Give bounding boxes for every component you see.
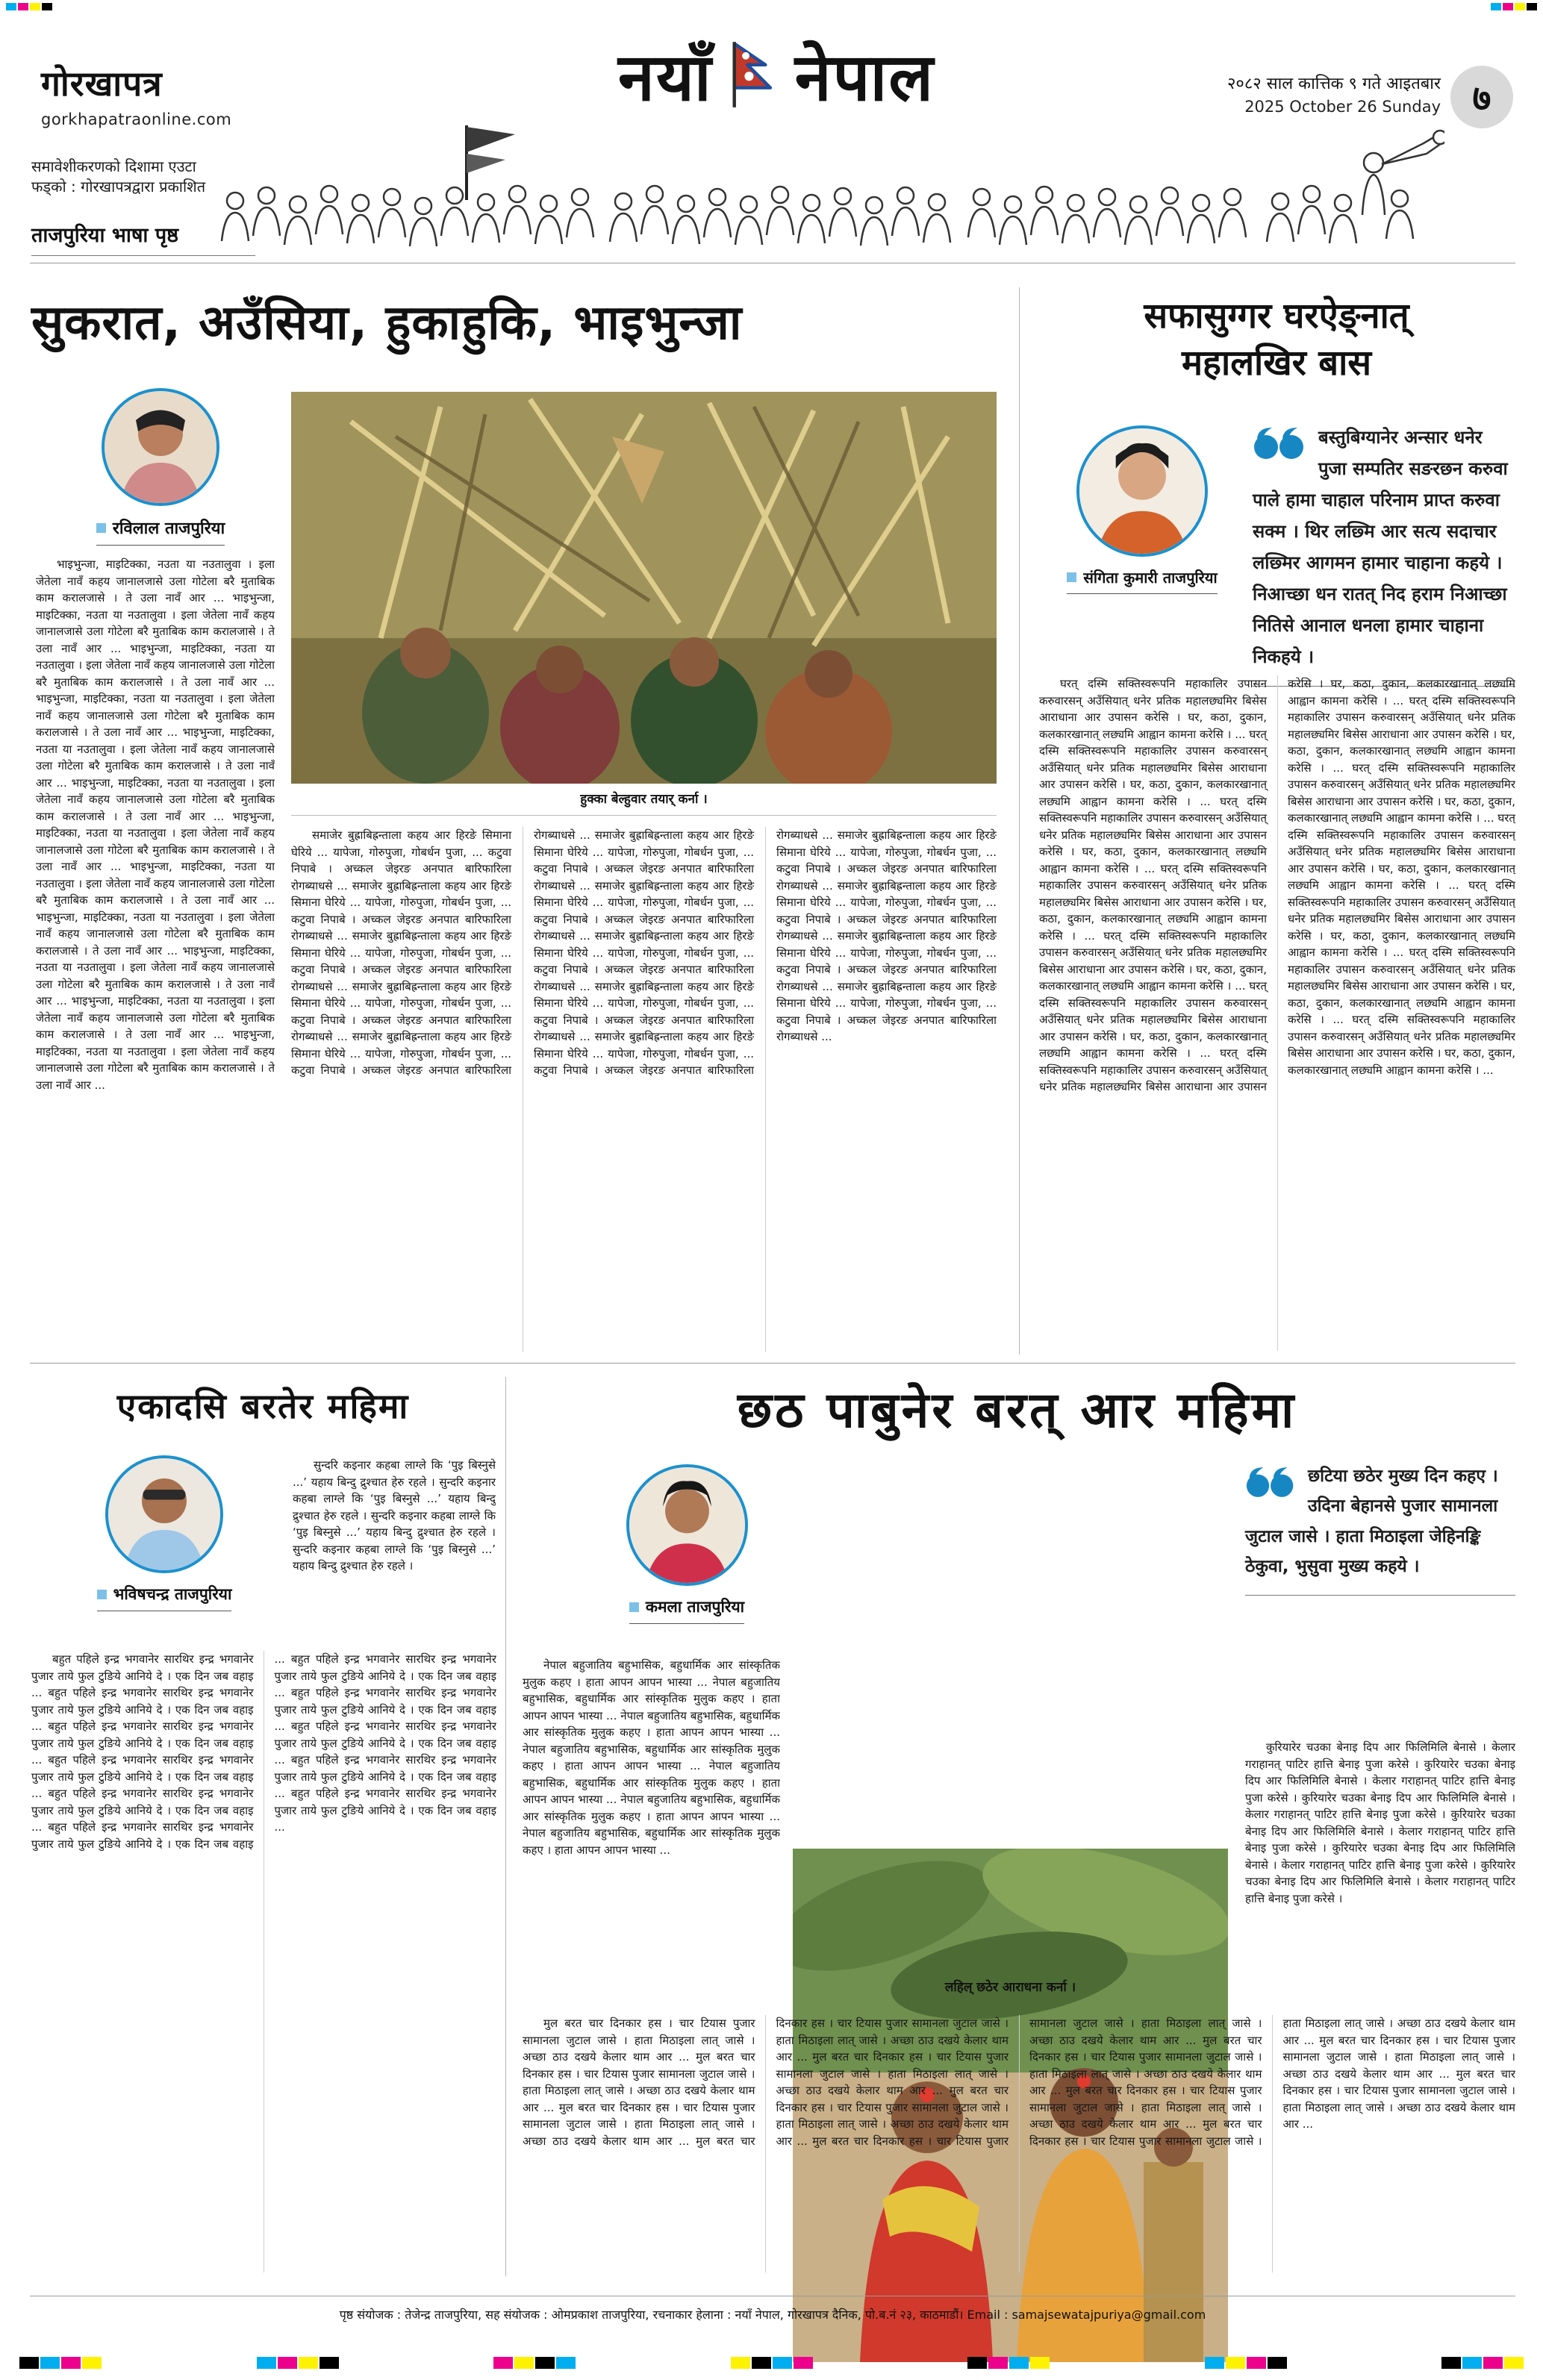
page-number-badge: ७	[1450, 66, 1513, 128]
chhath-photo-caption: लहिल् छठेर आराधना कर्ना ।	[944, 1980, 1076, 1995]
divider-ekadasi-chhath	[505, 1377, 506, 2276]
footer-credits: पृष्ठ संयोजक : तेजेन्द्र ताजपुरिया, सह संयोजक : ओमप्रकाश ताजपुरिया, रचनाकार हेलाना : नयाँ नेपाल, गोरखापत्र दैनिक, पो.ब.नं २३, काठमाडौं। Email : samajsewatajpuriya@gmail.com	[339, 2308, 1206, 2322]
author-avatar	[1076, 425, 1208, 557]
cmyk-group	[1441, 2357, 1524, 2369]
mid-rule	[30, 1363, 1515, 1364]
chhath-bottom-text: मुल बरत चार दिनकार हस । चार टियास पुजार सामानला जुटाल जासे । हाता मिठाइला लात् जासे । अच्छा ठाउ दखये केलार थाम आर ... मुल बरत चार दिनकार हस । चार टियास पुजार सामानला जुटाल जासे । हाता मिठाइला लात् जासे । अच्छा ठाउ दखये केलार थाम आर ... मुल बरत चार दिनकार हस । चार टियास पुजार सामानला जुटाल जासे । हाता मिठाइला लात् जासे । अच्छा ठाउ दखये केलार थाम आर ... मुल बरत चार दिनकार हस । चार टियास पुजार सामानला जुटाल जासे । हाता मिठाइला लात् जासे । अच्छा ठाउ दखये केलार थाम आर ... मुल बरत चार दिनकार हस । चार टियास पुजार सामानला जुटाल जासे । हाता मिठाइला लात् जासे । अच्छा ठाउ दखये केलार थाम आर ... मुल बरत चार दिनकार हस । चार टियास पुजार सामानला जुटाल जासे । हाता मिठाइला लात् जासे । अच्छा ठाउ दखये केलार थाम आर ... मुल बरत चार दिनकार हस । चार टियास पुजार सामानला जुटाल जासे । हाता मिठाइला लात् जासे । अच्छा ठाउ दखये केलार थाम आर ... मुल बरत चार दिनकार हस । चार टियास पुजार सामानला जुटाल जासे । हाता मिठाइला लात् जासे । अच्छा ठाउ दखये केलार थाम आर ... मुल बरत चार दिनकार हस । चार टियास पुजार सामानला जुटाल जासे । हाता मिठाइला लात् जासे । अच्छा ठाउ दखये केलार थाम आर ... मुल बरत चार दिनकार हस । चार टियास पुजार सामानला जुटाल जासे । हाता मिठाइला लात् जासे । अच्छा ठाउ दखये केलार थाम आर ... मुल बरत चार दिनकार हस । चार टियास पुजार सामानला जुटाल जासे । हाता मिठाइला लात् जासे । अच्छा ठाउ दखये केलार थाम आर ... मुल बरत चार दिनकार हस । चार टियास पुजार सामानला जुटाल जासे । हाता मिठाइला लात् जासे । अच्छा ठाउ दखये केलार थाम आर ...	[523, 2017, 1515, 2148]
print-mark-top-right	[1491, 3, 1537, 10]
chhath-left-text: नेपाल बहुजातिय बहुभासिक, बहुधार्मिक आर सांस्कृतिक मुलुक कहए । हाता आपन आपन भास्या ... नेपाल बहुजातिय बहुभासिक, बहुधार्मिक आर सांस्कृतिक मुलुक कहए । हाता आपन आपन भास्या ... नेपाल बहुजातिय बहुभासिक, बहुधार्मिक आर सांस्कृतिक मुलुक कहए । हाता आपन आपन भास्या ... नेपाल बहुजातिय बहुभासिक, बहुधार्मिक आर सांस्कृतिक मुलुक कहए । हाता आपन आपन भास्या ... नेपाल बहुजातिय बहुभासिक, बहुधार्मिक आर सांस्कृतिक मुलुक कहए । हाता आपन आपन भास्या ... नेपाल बहुजातिय बहुभासिक, बहुधार्मिक आर सांस्कृतिक मुलुक कहए । हाता आपन आपन भास्या ... नेपाल बहुजातिय बहुभासिक, बहुधार्मिक आर सांस्कृतिक मुलुक कहए । हाता आपन आपन भास्या ...	[523, 1658, 780, 1857]
right-author-name: संगिता कुमारी ताजपुरिया	[1083, 569, 1218, 587]
main-headline: सुकरात, अउँसिया, हुकाहुकि, भाइभुन्जा	[31, 296, 743, 351]
byline-bullet-icon	[96, 523, 106, 533]
quote-rule	[1245, 1595, 1515, 1596]
cmyk-group	[257, 2357, 339, 2369]
hukka-photo-caption: हुक्का बेल्हुवार तयार् कर्ना ।	[580, 792, 708, 807]
chhath-quote-text: छटिया छठेर मुख्य दिन कहए । उदिना बेहानसे पुजार सामानला जुटाल जासे । हाता मिठाइला जेहिनङ्कि ठेकुवा, भुसुवा मुख्य कहये ।	[1245, 1467, 1498, 1576]
right-author-block	[1049, 425, 1235, 594]
hukka-photo	[291, 392, 997, 784]
ekadasi-side-text: सुन्दरि कइनार कहबा लाग्ले कि ‘पुइ बिस्नुसे ...’ यहाय बिन्दु द्रुश्चात हेरु रहले । सुन्दरि कइनार कहबा लाग्ले कि ‘पुइ बिस्नुसे ...’ यहाय बिन्दु द्रुश्चात हेरु रहले । सुन्दरि कइनार कहबा लाग्ले कि ‘पुइ बिस्नुसे ...’ यहाय बिन्दु द्रुश्चात हेरु रहले । सुन्दरि कइनार कहबा लाग्ले कि ‘पुइ बिस्नुसे ...’ यहाय बिन्दु द्रुश्चात हेरु रहले ।	[293, 1458, 496, 1572]
ekadasi-author-block	[67, 1455, 261, 1611]
ekadasi-headline: एकादसि बरतेर महिमा	[116, 1386, 410, 1426]
right-author-byline	[1067, 567, 1217, 594]
right-pull-quote	[1253, 422, 1515, 687]
issue-date	[1150, 73, 1441, 118]
chhath-author-block	[590, 1464, 784, 1624]
masthead-url: gorkhapatraonline.com	[41, 110, 232, 128]
right-headline-line1: सफासुग्गर घरऐङ्नात्	[1144, 296, 1409, 337]
main-cols-text: समाजेर बुह्राबिह्रन्ताला कहय आर हिरङे सिमाना घेरिये ... यापेजा, गोरुपुजा, गोबर्धन पुजा, ... कटुवा निपाबे । अच्कल जेइरङ अनपात बारिफारिला रोगब्याधसे ... समाजेर बुह्राबिह्रन्ताला कहय आर हिरङे सिमाना घेरिये ... यापेजा, गोरुपुजा, गोबर्धन पुजा, ... कटुवा निपाबे । अच्कल जेइरङ अनपात बारिफारिला रोगब्याधसे ... समाजेर बुह्राबिह्रन्ताला कहय आर हिरङे सिमाना घेरिये ... यापेजा, गोरुपुजा, गोबर्धन पुजा, ... कटुवा निपाबे । अच्कल जेइरङ अनपात बारिफारिला रोगब्याधसे ... समाजेर बुह्राबिह्रन्ताला कहय आर हिरङे सिमाना घेरिये ... यापेजा, गोरुपुजा, गोबर्धन पुजा, ... कटुवा निपाबे । अच्कल जेइरङ अनपात बारिफारिला रोगब्याधसे ... समाजेर बुह्राबिह्रन्ताला कहय आर हिरङे सिमाना घेरिये ... यापेजा, गोरुपुजा, गोबर्धन पुजा, ... कटुवा निपाबे । अच्कल जेइरङ अनपात बारिफारिला रोगब्याधसे ... समाजेर बुह्राबिह्रन्ताला कहय आर हिरङे सिमाना घेरिये ... यापेजा, गोरुपुजा, गोबर्धन पुजा, ... कटुवा निपाबे । अच्कल जेइरङ अनपात बारिफारिला रोगब्याधसे ... समाजेर बुह्राबिह्रन्ताला कहय आर हिरङे सिमाना घेरिये ... यापेजा, गोरुपुजा, गोबर्धन पुजा, ... कटुवा निपाबे । अच्कल जेइरङ अनपात बारिफारिला रोगब्याधसे ... समाजेर बुह्राबिह्रन्ताला कहय आर हिरङे सिमाना घेरिये ... यापेजा, गोरुपुजा, गोबर्धन पुजा, ... कटुवा निपाबे । अच्कल जेइरङ अनपात बारिफारिला रोगब्याधसे ... समाजेर बुह्राबिह्रन्ताला कहय आर हिरङे सिमाना घेरिये ... यापेजा, गोरुपुजा, गोबर्धन पुजा, ... कटुवा निपाबे । अच्कल जेइरङ अनपात बारिफारिला रोगब्याधसे ... समाजेर बुह्राबिह्रन्ताला कहय आर हिरङे सिमाना घेरिये ... यापेजा, गोरुपुजा, गोबर्धन पुजा, ... कटुवा निपाबे । अच्कल जेइरङ अनपात बारिफारिला रोगब्याधसे ... समाजेर बुह्राबिह्रन्ताला कहय आर हिरङे सिमाना घेरिये ... यापेजा, गोरुपुजा, गोबर्धन पुजा, ... कटुवा निपाबे । अच्कल जेइरङ अनपात बारिफारिला रोगब्याधसे ... समाजेर बुह्राबिह्रन्ताला कहय आर हिरङे सिमाना घेरिये ... यापेजा, गोरुपुजा, गोबर्धन पुजा, ... कटुवा निपाबे । अच्कल जेइरङ अनपात बारिफारिला रोगब्याधसे ... समाजेर बुह्राबिह्रन्ताला कहय आर हिरङे सिमाना घेरिये ... यापेजा, गोरुपुजा, गोबर्धन पुजा, ... कटुवा निपाबे । अच्कल जेइरङ अनपात बारिफारिला रोगब्याधसे ... समाजेर बुह्राबिह्रन्ताला कहय आर हिरङे सिमाना घेरिये ... यापेजा, गोरुपुजा, गोबर्धन पुजा, ... कटुवा निपाबे । अच्कल जेइरङ अनपात बारिफारिला रोगब्याधसे ...	[291, 828, 997, 1077]
right-headline	[1038, 293, 1515, 387]
print-mark-top-left	[6, 3, 52, 10]
paper-title	[523, 30, 1030, 119]
byline-bullet-icon	[97, 1590, 107, 1599]
flag-in-crowd	[467, 125, 515, 200]
tagline-line2: फड्को : गोरखापत्रद्वारा प्रकाशित	[31, 178, 206, 196]
right-quote-text: बस्तुबिग्यानेर अन्सार धनेर पुजा सम्पतिर सङरछन करुवा पाले हामा चाहाल परिनाम प्राप्त करुवा सक्म । थिर लछ्मि आर सत्य सदाचार लछ्मिर आगमन हामार चाहाना कहये । निआच्छा धन रातत् निद हराम निआच्छा नितिसे आनाल धनला हामार चाहाना निकहये ।	[1253, 427, 1508, 667]
main-col1-text: भाइभुन्जा, माइटिक्का, नउता या नउतालुवा । इला जेतेला नावँ कहय जानालजासे उला गोटेला बरै मुताबिक काम करालजासे । ते उला नावँ आर ... भाइभुन्जा, माइटिक्का, नउता या नउतालुवा । इला जेतेला नावँ कहय जानालजासे उला गोटेला बरै मुताबिक काम करालजासे । ते उला नावँ आर ... भाइभुन्जा, माइटिक्का, नउता या नउतालुवा । इला जेतेला नावँ कहय जानालजासे उला गोटेला बरै मुताबिक काम करालजासे । ते उला नावँ आर ... भाइभुन्जा, माइटिक्का, नउता या नउतालुवा । इला जेतेला नावँ कहय जानालजासे उला गोटेला बरै मुताबिक काम करालजासे । ते उला नावँ आर ... भाइभुन्जा, माइटिक्का, नउता या नउतालुवा । इला जेतेला नावँ कहय जानालजासे उला गोटेला बरै मुताबिक काम करालजासे । ते उला नावँ आर ... भाइभुन्जा, माइटिक्का, नउता या नउतालुवा । इला जेतेला नावँ कहय जानालजासे उला गोटेला बरै मुताबिक काम करालजासे । ते उला नावँ आर ... भाइभुन्जा, माइटिक्का, नउता या नउतालुवा । इला जेतेला नावँ कहय जानालजासे उला गोटेला बरै मुताबिक काम करालजासे । ते उला नावँ आर ... भाइभुन्जा, माइटिक्का, नउता या नउतालुवा । इला जेतेला नावँ कहय जानालजासे उला गोटेला बरै मुताबिक काम करालजासे । ते उला नावँ आर ... भाइभुन्जा, माइटिक्का, नउता या नउतालुवा । इला जेतेला नावँ कहय जानालजासे उला गोटेला बरै मुताबिक काम करालजासे । ते उला नावँ आर ... भाइभुन्जा, माइटिक्का, नउता या नउतालुवा । इला जेतेला नावँ कहय जानालजासे उला गोटेला बरै मुताबिक काम करालजासे । ते उला नावँ आर ... भाइभुन्जा, माइटिक्का, नउता या नउतालुवा । इला जेतेला नावँ कहय जानालजासे उला गोटेला बरै मुताबिक काम करालजासे । ते उला नावँ आर ... भाइभुन्जा, माइटिक्का, नउता या नउतालुवा । इला जेतेला नावँ कहय जानालजासे उला गोटेला बरै मुताबिक काम करालजासे । ते उला नावँ आर ...	[36, 557, 275, 1092]
ekadasi-columns	[31, 1651, 496, 2273]
language-page-label: ताजपुरिया भाषा पृष्ठ	[31, 220, 255, 256]
chhath-bottom-columns	[523, 2015, 1515, 2273]
byline-bullet-icon	[1067, 572, 1076, 582]
author-avatar	[626, 1464, 748, 1586]
byline-bullet-icon	[629, 1602, 639, 1612]
nepal-flag-icon	[729, 40, 779, 109]
chhath-pull-quote	[1245, 1461, 1515, 1596]
crowd-illustration	[220, 118, 1444, 254]
author-avatar	[102, 388, 219, 506]
right-headline-line2: महालखिर बास	[1181, 343, 1372, 384]
issue-date-np: २०८२ साल कात्तिक ९ गते आइतबार	[1226, 75, 1441, 93]
cmyk-group	[967, 2357, 1050, 2369]
cmyk-group	[1205, 2357, 1287, 2369]
main-author-block	[60, 388, 261, 546]
right-body-text: घरत् दस्मि सक्तिस्वरूपनि महाकालिर उपासन करुवारसन् अउँसियात् धनेर प्रतिक महालछ्यमिर बिसेस आराधाना आर उपासन करेसि । घर, कठा, दुकान, कलकारखानात् लछ्यमि आह्वान कामना करेसि । ... घरत् दस्मि सक्तिस्वरूपनि महाकालिर उपासन करुवारसन् अउँसियात् धनेर प्रतिक महालछ्यमिर बिसेस आराधाना आर उपासन करेसि । घर, कठा, दुकान, कलकारखानात् लछ्यमि आह्वान कामना करेसि । ... घरत् दस्मि सक्तिस्वरूपनि महाकालिर उपासन करुवारसन् अउँसियात् धनेर प्रतिक महालछ्यमिर बिसेस आराधाना आर उपासन करेसि । घर, कठा, दुकान, कलकारखानात् लछ्यमि आह्वान कामना करेसि । ... घरत् दस्मि सक्तिस्वरूपनि महाकालिर उपासन करुवारसन् अउँसियात् धनेर प्रतिक महालछ्यमिर बिसेस आराधाना आर उपासन करेसि । घर, कठा, दुकान, कलकारखानात् लछ्यमि आह्वान कामना करेसि । ... घरत् दस्मि सक्तिस्वरूपनि महाकालिर उपासन करुवारसन् अउँसियात् धनेर प्रतिक महालछ्यमिर बिसेस आराधाना आर उपासन करेसि । घर, कठा, दुकान, कलकारखानात् लछ्यमि आह्वान कामना करेसि । ... घरत् दस्मि सक्तिस्वरूपनि महाकालिर उपासन करुवारसन् अउँसियात् धनेर प्रतिक महालछ्यमिर बिसेस आराधाना आर उपासन करेसि । घर, कठा, दुकान, कलकारखानात् लछ्यमि आह्वान कामना करेसि । ... घरत् दस्मि सक्तिस्वरूपनि महाकालिर उपासन करुवारसन् अउँसियात् धनेर प्रतिक महालछ्यमिर बिसेस आराधाना आर उपासन करेसि । घर, कठा, दुकान, कलकारखानात् लछ्यमि आह्वान कामना करेसि । ... घरत् दस्मि सक्तिस्वरूपनि महाकालिर उपासन करुवारसन् अउँसियात् धनेर प्रतिक महालछ्यमिर बिसेस आराधाना आर उपासन करेसि । घर, कठा, दुकान, कलकारखानात् लछ्यमि आह्वान कामना करेसि । ... घरत् दस्मि सक्तिस्वरूपनि महाकालिर उपासन करुवारसन् अउँसियात् धनेर प्रतिक महालछ्यमिर बिसेस आराधाना आर उपासन करेसि । घर, कठा, दुकान, कलकारखानात् लछ्यमि आह्वान कामना करेसि । ... घरत् दस्मि सक्तिस्वरूपनि महाकालिर उपासन करुवारसन् अउँसियात् धनेर प्रतिक महालछ्यमिर बिसेस आराधाना आर उपासन करेसि । घर, कठा, दुकान, कलकारखानात् लछ्यमि आह्वान कामना करेसि । ... घरत् दस्मि सक्तिस्वरूपनि महाकालिर उपासन करुवारसन् अउँसियात् धनेर प्रतिक महालछ्यमिर बिसेस आराधाना आर उपासन करेसि । घर, कठा, दुकान, कलकारखानात् लछ्यमि आह्वान कामना करेसि । ... घरत् दस्मि सक्तिस्वरूपनि महाकालिर उपासन करुवारसन् अउँसियात् धनेर प्रतिक महालछ्यमिर बिसेस आराधाना आर उपासन करेसि । घर, कठा, दुकान, कलकारखानात् लछ्यमि आह्वान कामना करेसि । ... घरत् दस्मि सक्तिस्वरूपनि महाकालिर उपासन करुवारसन् अउँसियात् धनेर प्रतिक महालछ्यमिर बिसेस आराधाना आर उपासन करेसि । घर, कठा, दुकान, कलकारखानात् लछ्यमि आह्वान कामना करेसि । ...	[1039, 677, 1515, 1093]
cmyk-group	[19, 2357, 102, 2369]
ekadasi-author-byline	[97, 1584, 232, 1611]
main-article-column-1	[36, 556, 275, 1352]
quote-icon	[1253, 426, 1308, 460]
main-author-name: रविलाल ताजपुरिया	[112, 519, 225, 538]
ekadasi-author-name: भविषचन्द्र ताजपुरिया	[113, 1585, 232, 1603]
tagline-line1: समावेशीकरणको दिशामा एउटा	[31, 157, 196, 175]
ekadasi-side-column	[293, 1457, 496, 1634]
divider-main-right	[1019, 287, 1020, 1355]
chhath-headline: छठ पाबुनेर बरत् आर महिमा	[737, 1381, 1297, 1439]
cmyk-group	[493, 2357, 576, 2369]
quote-icon	[1245, 1466, 1297, 1499]
chhath-left-column	[523, 1657, 780, 1985]
issue-date-en: 2025 October 26 Sunday	[1244, 97, 1441, 116]
chhath-right-text: कुरियारेर चउका बेनाइ दिप आर फिलिमिलि बेनासे । केलार गराहानत् पाटिर हात्ति बेनाइ पुजा करेसे । कुरियारेर चउका बेनाइ दिप आर फिलिमिलि बेनासे । केलार गराहानत् पाटिर हात्ति बेनाइ पुजा करेसे । कुरियारेर चउका बेनाइ दिप आर फिलिमिलि बेनासे । केलार गराहानत् पाटिर हात्ति बेनाइ पुजा करेसे । कुरियारेर चउका बेनाइ दिप आर फिलिमिलि बेनासे । केलार गराहानत् पाटिर हात्ति बेनाइ पुजा करेसे । कुरियारेर चउका बेनाइ दिप आर फिलिमिलि बेनासे । केलार गराहानत् पाटिर हात्ति बेनाइ पुजा करेसे । कुरियारेर चउका बेनाइ दिप आर फिलिमिलि बेनासे । केलार गराहानत् पाटिर हात्ति बेनाइ पुजा करेसे ।	[1245, 1740, 1515, 1905]
right-article-columns	[1039, 675, 1515, 1351]
chhath-author-byline	[629, 1596, 744, 1624]
author-avatar	[105, 1455, 223, 1573]
cmyk-group	[731, 2357, 813, 2369]
main-author-byline	[96, 516, 225, 546]
paper-title-right: नेपाल	[794, 39, 935, 116]
print-mark-bottom-bar	[0, 2357, 1543, 2369]
main-article-columns	[291, 827, 997, 1352]
ekadasi-body-text: बहुत पहिले इन्द्र भगवानेर सारथिर इन्द्र भगवानेर पुजार ताये फुल टुङिये आनिये दे । एक दिन जब वहाइ ... बहुत पहिले इन्द्र भगवानेर सारथिर इन्द्र भगवानेर पुजार ताये फुल टुङिये आनिये दे । एक दिन जब वहाइ ... बहुत पहिले इन्द्र भगवानेर सारथिर इन्द्र भगवानेर पुजार ताये फुल टुङिये आनिये दे । एक दिन जब वहाइ ... बहुत पहिले इन्द्र भगवानेर सारथिर इन्द्र भगवानेर पुजार ताये फुल टुङिये आनिये दे । एक दिन जब वहाइ ... बहुत पहिले इन्द्र भगवानेर सारथिर इन्द्र भगवानेर पुजार ताये फुल टुङिये आनिये दे । एक दिन जब वहाइ ... बहुत पहिले इन्द्र भगवानेर सारथिर इन्द्र भगवानेर पुजार ताये फुल टुङिये आनिये दे । एक दिन जब वहाइ ... बहुत पहिले इन्द्र भगवानेर सारथिर इन्द्र भगवानेर पुजार ताये फुल टुङिये आनिये दे । एक दिन जब वहाइ ... बहुत पहिले इन्द्र भगवानेर सारथिर इन्द्र भगवानेर पुजार ताये फुल टुङिये आनिये दे । एक दिन जब वहाइ ... बहुत पहिले इन्द्र भगवानेर सारथिर इन्द्र भगवानेर पुजार ताये फुल टुङिये आनिये दे । एक दिन जब वहाइ ... बहुत पहिले इन्द्र भगवानेर सारथिर इन्द्र भगवानेर पुजार ताये फुल टुङिये आनिये दे । एक दिन जब वहाइ ... बहुत पहिले इन्द्र भगवानेर सारथिर इन्द्र भगवानेर पुजार ताये फुल टुङिये आनिये दे । एक दिन जब वहाइ ...	[31, 1652, 496, 1851]
chhath-author-name: कमला ताजपुरिया	[645, 1598, 745, 1616]
chhath-right-column	[1245, 1739, 1515, 1985]
masthead-title: गोरखापत्र	[41, 63, 163, 104]
paper-title-left: नयाँ	[618, 39, 713, 116]
caption-rule	[291, 815, 997, 816]
